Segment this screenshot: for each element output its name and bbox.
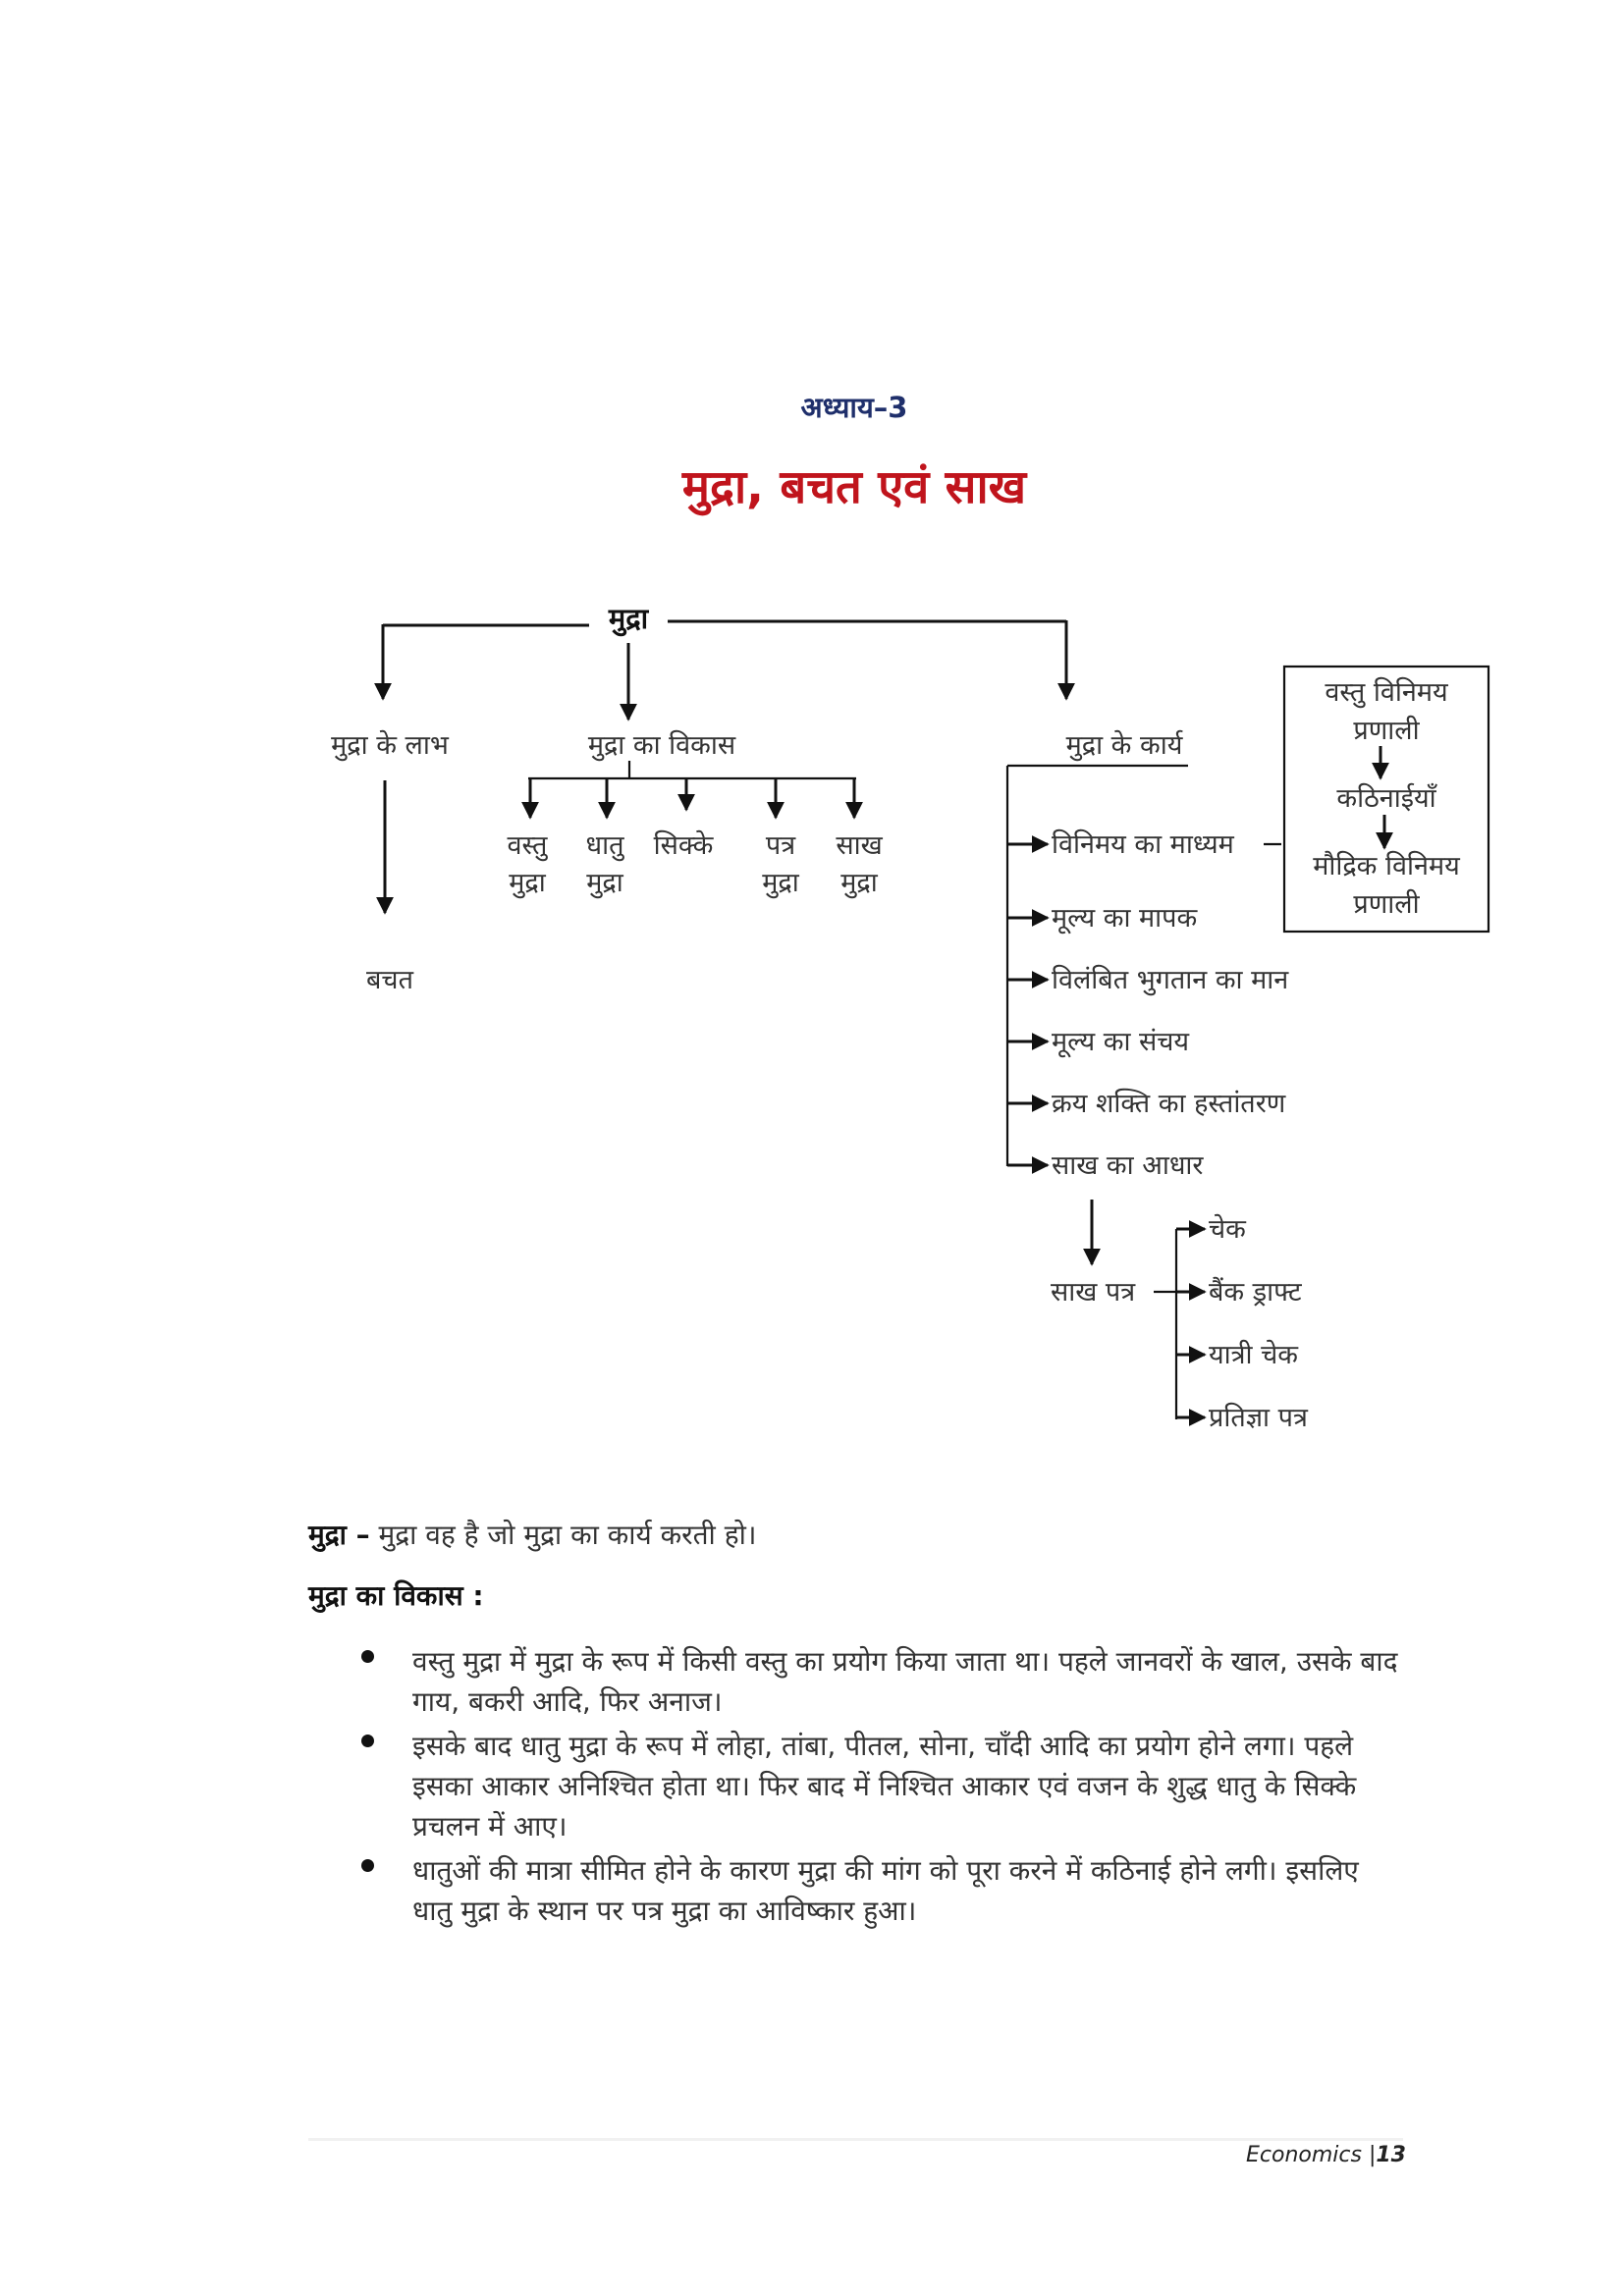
list-item xyxy=(412,1850,1398,1931)
instrument-bank-draft: बैंक ड्राफ्ट xyxy=(1209,1277,1302,1308)
box-monetary-line1: मौद्रिक विनिमय xyxy=(1313,851,1460,881)
credit-money-line2: मुद्रा xyxy=(840,868,878,898)
definition-term: मुद्रा – xyxy=(308,1519,370,1551)
instrument-travellers-cheque: यात्री चेक xyxy=(1209,1340,1299,1370)
instrument-cheque: चेक xyxy=(1209,1214,1246,1245)
bullet-icon xyxy=(361,1859,374,1872)
evolution-of-money-label: मुद्रा का विकास xyxy=(587,730,736,761)
page-number: 13 xyxy=(1376,2143,1406,2167)
box-barter-line1: वस्तु विनिमय xyxy=(1325,677,1448,708)
function-basis-of-credit: साख का आधार xyxy=(1052,1150,1204,1181)
function-medium-of-exchange: विनिमय का माध्यम xyxy=(1052,829,1234,860)
benefits-of-money-label: मुद्रा के लाभ xyxy=(331,730,449,761)
footer-subject: Economics xyxy=(1245,2143,1362,2167)
body-text xyxy=(308,1514,1398,1935)
bullet-text: वस्तु मुद्रा में मुद्रा के रूप में किसी वस्तु का प्रयोग किया जाता था। पहले जानवरों के खाल, उसके बाद गाय, बकरी आदि, फिर अनाज। xyxy=(412,1645,1398,1718)
footer-separator: | xyxy=(1368,2143,1377,2167)
instrument-promissory-note: प्रतिज्ञा पत्र xyxy=(1209,1403,1308,1433)
metal-money-line2: मुद्रा xyxy=(586,868,623,898)
credit-money-line1: साख xyxy=(836,830,883,861)
page-footer xyxy=(1246,2143,1406,2167)
commodity-money-line2: मुद्रा xyxy=(509,868,546,898)
savings-label: बचत xyxy=(366,965,413,995)
bullet-text: धातुओं की मात्रा सीमित होने के कारण मुद्रा की मांग को पूरा करने में कठिनाई होने लगी। इसलिए धातु मुद्रा के स्थान पर पत्र मुद्रा का आविष्कार हुआ। xyxy=(412,1854,1359,1927)
definition-paragraph xyxy=(308,1514,1398,1557)
paper-money-line2: मुद्रा xyxy=(762,868,799,898)
box-difficulties: कठिनाईयाँ xyxy=(1336,783,1436,814)
list-item xyxy=(412,1641,1398,1722)
evolution-bullet-list xyxy=(308,1641,1398,1931)
function-deferred-payment: विलंबित भुगतान का मान xyxy=(1052,965,1289,995)
function-transfer-of-purchasing-power: क्रय शक्ति का हस्तांतरण xyxy=(1052,1089,1286,1119)
section-heading: मुद्रा का विकास : xyxy=(308,1579,484,1612)
credit-instruments-label: साख पत्र xyxy=(1051,1277,1136,1308)
box-barter-line2: प्रणाली xyxy=(1353,716,1420,746)
list-item xyxy=(412,1726,1398,1846)
paper-money-line1: पत्र xyxy=(765,830,796,861)
page-title: मुद्रा, बचत एवं साख xyxy=(681,460,1027,514)
commodity-money-line1: वस्तु xyxy=(507,830,548,861)
metal-money-line1: धातु xyxy=(585,830,624,861)
bullet-icon xyxy=(361,1650,374,1663)
functions-of-money-label: मुद्रा के कार्य xyxy=(1065,730,1183,761)
definition-text: मुद्रा वह है जो मुद्रा का कार्य करती हो। xyxy=(369,1519,757,1551)
function-measure-of-value: मूल्य का मापक xyxy=(1052,903,1198,934)
function-store-of-value: मूल्य का संचय xyxy=(1052,1027,1190,1057)
chapter-label: अध्याय–3 xyxy=(800,391,908,424)
diagram-root-label: मुद्रा xyxy=(608,602,649,635)
coins-label: सिक्के xyxy=(653,830,714,861)
footer-divider xyxy=(308,2138,1403,2141)
bullet-text: इसके बाद धातु मुद्रा के रूप में लोहा, तांबा, पीतल, सोना, चाँदी आदि का प्रयोग होने लगा। पहले इसका आकार अनिश्चित होता था। फिर बाद में निश्चित आकार एवं वजन के शुद्ध धातु के सिक्के प्रचलन में आए। xyxy=(412,1730,1357,1842)
box-monetary-line2: प्रणाली xyxy=(1353,889,1420,920)
bullet-icon xyxy=(361,1735,374,1747)
